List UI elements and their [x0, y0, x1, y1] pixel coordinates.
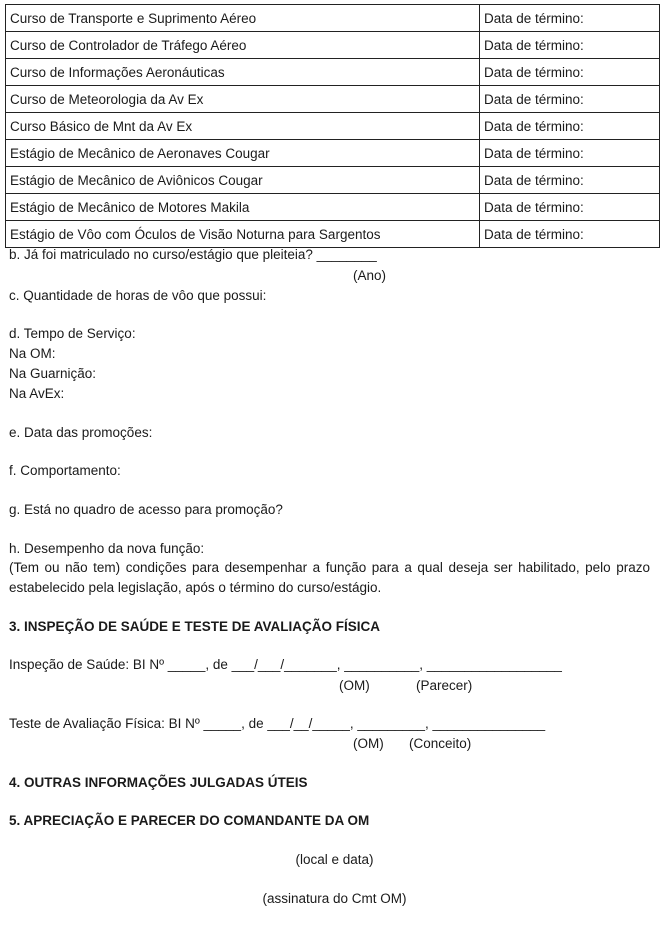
item-d-guarnicao: Na Guarnição:	[9, 366, 97, 381]
completion-date-field: Data de término:	[480, 194, 660, 221]
item-e: e. Data das promoções:	[9, 425, 153, 440]
section-4-title: 4. OUTRAS INFORMAÇÕES JULGADAS ÚTEIS	[9, 775, 308, 790]
local-data-caption: (local e data)	[295, 852, 374, 867]
course-name: Curso de Transporte e Suprimento Aéreo	[6, 5, 480, 32]
item-b-year-caption: (Ano)	[353, 268, 387, 283]
completion-date-field: Data de término:	[480, 59, 660, 86]
completion-date-field: Data de término:	[480, 140, 660, 167]
course-row	[6, 86, 660, 113]
section-5-title: 5. APRECIAÇÃO E PARECER DO COMANDANTE DA OM	[9, 813, 370, 828]
course-row	[6, 59, 660, 86]
course-row	[6, 140, 660, 167]
inspecao-om-caption: (OM)	[339, 678, 370, 693]
course-row	[6, 113, 660, 140]
item-h-text: (Tem ou não tem) condições para desempenhar a função para a qual deseja ser habilitado, pelo prazo estabelecido pela legislação, após o término do curso/estágio.	[9, 560, 650, 595]
course-name: Curso de Meteorologia da Av Ex	[6, 86, 480, 113]
course-row	[6, 167, 660, 194]
completion-date-field: Data de término:	[480, 167, 660, 194]
item-d-avex: Na AvEx:	[9, 386, 65, 401]
course-name: Curso Básico de Mnt da Av Ex	[6, 113, 480, 140]
item-h-title: h. Desempenho da nova função:	[9, 541, 205, 556]
completion-date-field: Data de término:	[480, 32, 660, 59]
item-d-title: d. Tempo de Serviço:	[9, 326, 136, 341]
course-name: Estágio de Mecânico de Aviônicos Cougar	[6, 167, 480, 194]
item-b: b. Já foi matriculado no curso/estágio que pleiteia? ________	[9, 247, 377, 262]
course-name: Estágio de Vôo com Óculos de Visão Noturna para Sargentos	[6, 221, 480, 248]
item-c: c. Quantidade de horas de vôo que possui:	[9, 288, 267, 303]
course-name: Curso de Informações Aeronáuticas	[6, 59, 480, 86]
inspecao-parecer-caption: (Parecer)	[416, 678, 473, 693]
course-row	[6, 5, 660, 32]
course-row	[6, 194, 660, 221]
completion-date-field: Data de término:	[480, 113, 660, 140]
course-name: Estágio de Mecânico de Aeronaves Cougar	[6, 140, 480, 167]
teste-conceito-caption: (Conceito)	[409, 736, 472, 751]
section-3-title: 3. INSPEÇÃO DE SAÚDE E TESTE DE AVALIAÇÃO FÍSICA	[9, 619, 381, 634]
item-f: f. Comportamento:	[9, 463, 121, 478]
item-d-om: Na OM:	[9, 346, 56, 361]
course-rows	[6, 5, 660, 248]
course-table	[5, 4, 660, 248]
inspecao-saude-line: Inspeção de Saúde: BI Nº _____, de ___/___/_______, __________, __________________	[9, 657, 562, 672]
completion-date-field: Data de término:	[480, 86, 660, 113]
teste-avaliacao-line: Teste de Avaliação Física: BI Nº _____, de ___/__/_____, _________, _______________	[9, 716, 546, 731]
item-g: g. Está no quadro de acesso para promoção?	[9, 502, 283, 517]
completion-date-field: Data de término:	[480, 221, 660, 248]
course-name: Estágio de Mecânico de Motores Makila	[6, 194, 480, 221]
teste-om-caption: (OM)	[353, 736, 384, 751]
completion-date-field: Data de término:	[480, 5, 660, 32]
assinatura-caption: (assinatura do Cmt OM)	[262, 891, 407, 906]
course-row	[6, 32, 660, 59]
course-row	[6, 221, 660, 248]
course-name: Curso de Controlador de Tráfego Aéreo	[6, 32, 480, 59]
